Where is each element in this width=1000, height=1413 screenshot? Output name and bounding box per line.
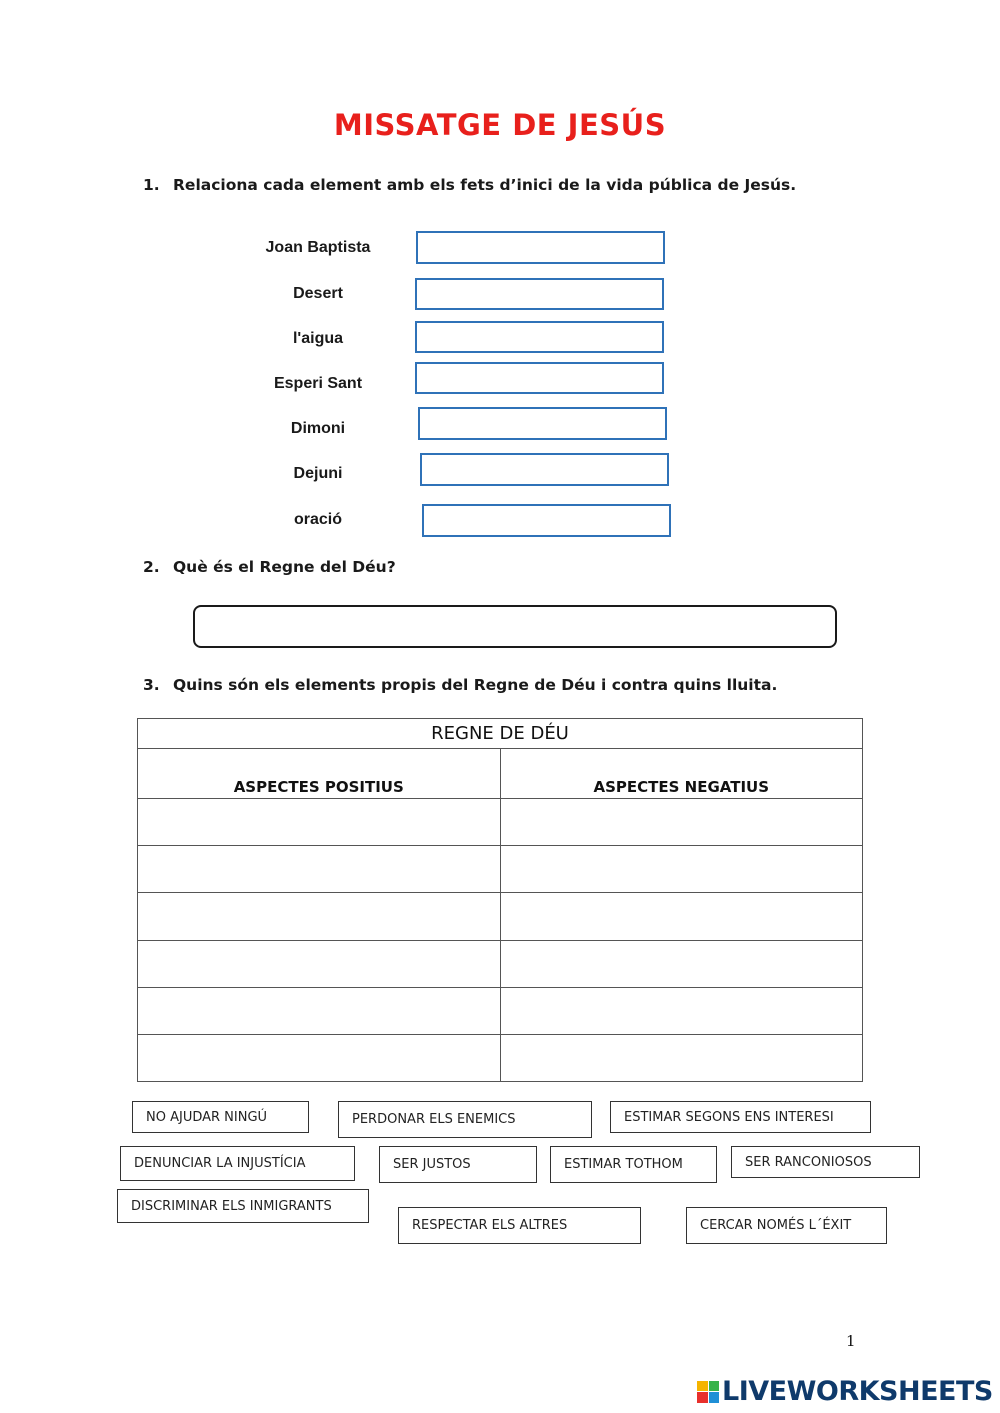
positive-drop-cell[interactable] [138, 987, 501, 1034]
word-chip-estimar-tothom[interactable]: ESTIMAR TOTHOM [550, 1146, 717, 1183]
negative-drop-cell[interactable] [500, 846, 863, 893]
liveworksheets-logo-icon [697, 1381, 719, 1403]
match-label-dimoni: Dimoni [290, 420, 346, 437]
table-row [138, 799, 863, 846]
match-answer-oracio[interactable] [422, 504, 671, 537]
match-answer-dejuni[interactable] [420, 453, 669, 486]
positive-drop-cell[interactable] [138, 799, 501, 846]
match-answer-esperit-sant[interactable] [415, 362, 664, 394]
page-title: MISSATGE DE JESÚS [333, 108, 667, 142]
footer-brand [697, 1376, 993, 1407]
word-chip-ser-justos[interactable]: SER JUSTOS [379, 1146, 537, 1183]
question-3 [143, 676, 777, 694]
question-2 [143, 558, 396, 576]
question-1 [143, 176, 796, 194]
question-3-number: 3. [143, 676, 160, 694]
match-answer-dimoni[interactable] [418, 407, 667, 440]
positive-drop-cell[interactable] [138, 940, 501, 987]
question-1-text: Relaciona cada element amb els fets d’inici de la vida pública de Jesús. [173, 176, 797, 194]
positive-drop-cell[interactable] [138, 893, 501, 940]
table-row [138, 940, 863, 987]
table-row [138, 846, 863, 893]
match-label-desert: Desert [293, 285, 343, 302]
negative-drop-cell[interactable] [500, 1034, 863, 1081]
negative-drop-cell[interactable] [500, 940, 863, 987]
question-2-number: 2. [143, 558, 160, 576]
match-answer-joan-baptista[interactable] [416, 231, 665, 264]
word-chip-no-ajudar[interactable]: NO AJUDAR NINGÚ [132, 1101, 309, 1133]
word-chip-respectar[interactable]: RESPECTAR ELS ALTRES [398, 1207, 641, 1244]
match-label-joan-baptista: Joan Baptista [265, 239, 371, 256]
match-answer-desert[interactable] [415, 278, 664, 310]
regne-answer-input[interactable] [193, 605, 837, 648]
column-header-negative: ASPECTES NEGATIUS [500, 749, 863, 799]
table-row [138, 987, 863, 1034]
page-number: 1 [846, 1332, 856, 1350]
word-chip-ser-ranconiosos[interactable]: SER RANCONIOSOS [731, 1146, 920, 1178]
word-chip-denunciar[interactable]: DENUNCIAR LA INJUSTÍCIA [120, 1146, 355, 1181]
word-chip-cercar-exit[interactable]: CERCAR NOMÉS L´ÉXIT [686, 1207, 887, 1244]
match-answer-aigua[interactable] [415, 321, 664, 353]
column-header-positive: ASPECTES POSITIUS [138, 749, 501, 799]
question-3-text: Quins són els elements propis del Regne de Déu i contra quins lluita. [173, 676, 778, 694]
negative-drop-cell[interactable] [500, 987, 863, 1034]
positive-drop-cell[interactable] [138, 1034, 501, 1081]
word-chip-estimar-interesi[interactable]: ESTIMAR SEGONS ENS INTERESI [610, 1101, 871, 1133]
table-row [138, 1034, 863, 1081]
negative-drop-cell[interactable] [500, 799, 863, 846]
question-1-number: 1. [143, 176, 160, 194]
table-row [138, 893, 863, 940]
negative-drop-cell[interactable] [500, 893, 863, 940]
footer-brand-text: LIVEWORKSHEETS [722, 1376, 993, 1407]
match-label-dejuni: Dejuni [293, 465, 343, 482]
word-chip-discriminar[interactable]: DISCRIMINAR ELS INMIGRANTS [117, 1189, 369, 1223]
regne-table [137, 718, 863, 1082]
regne-table-title: REGNE DE DÉU [138, 719, 863, 749]
word-chip-perdonar[interactable]: PERDONAR ELS ENEMICS [338, 1101, 592, 1138]
question-2-text: Què és el Regne del Déu? [173, 558, 396, 576]
positive-drop-cell[interactable] [138, 846, 501, 893]
match-label-aigua: l'aigua [292, 330, 344, 347]
match-label-oracio: oració [293, 511, 342, 528]
match-label-esperit-sant: Esperi Sant [273, 375, 363, 392]
